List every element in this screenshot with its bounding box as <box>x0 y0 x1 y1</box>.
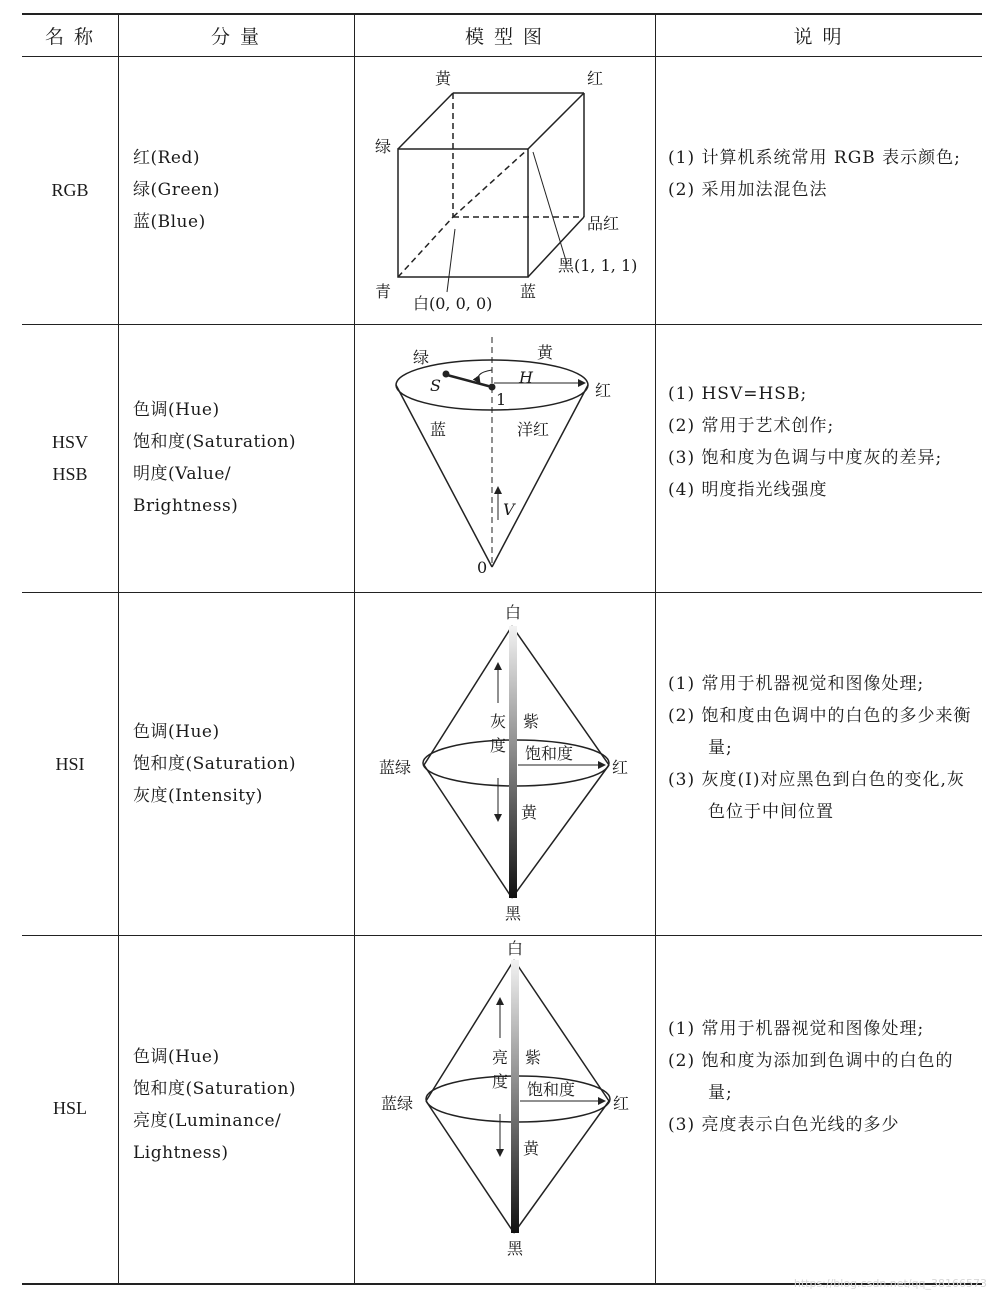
hsv-label-v: V <box>503 500 515 519</box>
hsi-label-purple: 紫 <box>523 712 540 731</box>
rgb-label-black: 黑(1, 1, 1) <box>558 256 638 275</box>
hsv-label-magenta: 洋红 <box>517 420 550 439</box>
hsv-label-one: 1 <box>496 390 507 409</box>
hsl-label-lightness-2: 度 <box>492 1072 509 1091</box>
hsi-label-white: 白 <box>505 603 522 622</box>
hsv-label-yellow: 黄 <box>537 343 554 362</box>
row-components-hsi: 色调(Hue) 饱和度(Saturation) 灰度(Intensity) <box>133 722 297 806</box>
hsl-label-black: 黑 <box>507 1239 524 1258</box>
row-components-hsv: 色调(Hue) 饱和度(Saturation) 明度(Value/ Brightness) <box>133 400 297 516</box>
hsv-label-h: H <box>519 368 533 387</box>
hsl-label-red: 红 <box>613 1094 630 1113</box>
rgb-label-white: 白(0, 0, 0) <box>413 294 493 313</box>
hsv-label-blue: 蓝 <box>430 420 447 439</box>
rgb-cube-diagram <box>355 57 655 324</box>
row-description-hsi: (1) 常用于机器视觉和图像处理; (2) 饱和度由色调中的白色的多少来衡量; (3) 灰度(I)对应黑色到白色的变化,灰色位于中间位置 <box>668 674 972 822</box>
header-components: 分 量 <box>210 25 262 48</box>
hsi-label-yellow: 黄 <box>521 803 538 822</box>
header-name: 名 称 <box>44 25 96 48</box>
hsi-label-gray-2: 度 <box>490 736 507 755</box>
hsi-label-black: 黑 <box>505 904 522 923</box>
hsl-label-yellow: 黄 <box>523 1139 540 1158</box>
row-description-rgb: (1) 计算机系统常用 RGB 表示颜色; (2) 采用加法混色法 <box>668 148 961 200</box>
rgb-label-red: 红 <box>587 69 604 88</box>
hsl-label-lightness-1: 亮 <box>492 1048 509 1067</box>
row-name-hsv: HSV HSB <box>51 432 88 484</box>
hsv-cone-diagram <box>355 325 655 592</box>
header-model: 模 型 图 <box>464 25 545 48</box>
row-name-rgb: RGB <box>51 180 89 200</box>
row-description-hsl: (1) 常用于机器视觉和图像处理; (2) 饱和度为添加到色调中的白色的量; (3) 亮度表示白色光线的多少 <box>668 1019 954 1135</box>
hsv-label-green: 绿 <box>413 348 430 367</box>
row-name-hsl: HSL <box>52 1098 87 1118</box>
column-divider <box>655 14 656 1284</box>
hsv-label-zero: 0 <box>477 558 488 577</box>
hsl-label-purple: 紫 <box>525 1048 542 1067</box>
column-divider <box>118 14 119 1284</box>
rgb-label-magenta: 品红 <box>587 214 620 233</box>
hsi-label-saturation: 饱和度 <box>525 744 574 763</box>
watermark: https://blog.csdn.net/qq_38166573 <box>793 1277 987 1290</box>
hsi-label-red: 红 <box>612 758 629 777</box>
hsl-label-cyan-green: 蓝绿 <box>381 1094 414 1113</box>
row-description-hsv: (1) HSV=HSB; (2) 常用于艺术创作; (3) 饱和度为色调与中度灰的差异; (4) 明度指光线强度 <box>668 384 943 500</box>
row-name-hsi: HSI <box>55 754 85 774</box>
header-description: 说 明 <box>793 25 844 48</box>
hsl-double-cone-diagram <box>355 936 655 1282</box>
row-components-rgb: 红(Red) 绿(Green) 蓝(Blue) <box>133 148 221 232</box>
hsl-label-saturation: 饱和度 <box>527 1080 576 1099</box>
rgb-label-cyan: 青 <box>375 282 392 301</box>
hsi-double-cone-diagram <box>355 593 655 935</box>
hsv-label-red: 红 <box>595 381 612 400</box>
hsi-label-gray-1: 灰 <box>490 712 507 731</box>
rgb-label-green: 绿 <box>375 137 392 156</box>
rgb-label-blue: 蓝 <box>520 282 537 301</box>
hsv-label-s: S <box>430 376 441 395</box>
rgb-label-yellow: 黄 <box>435 69 452 88</box>
hsi-label-cyan-green: 蓝绿 <box>379 758 412 777</box>
hsl-label-white: 白 <box>507 939 524 958</box>
row-components-hsl: 色调(Hue) 饱和度(Saturation) 亮度(Luminance/ Lightness) <box>133 1047 297 1163</box>
